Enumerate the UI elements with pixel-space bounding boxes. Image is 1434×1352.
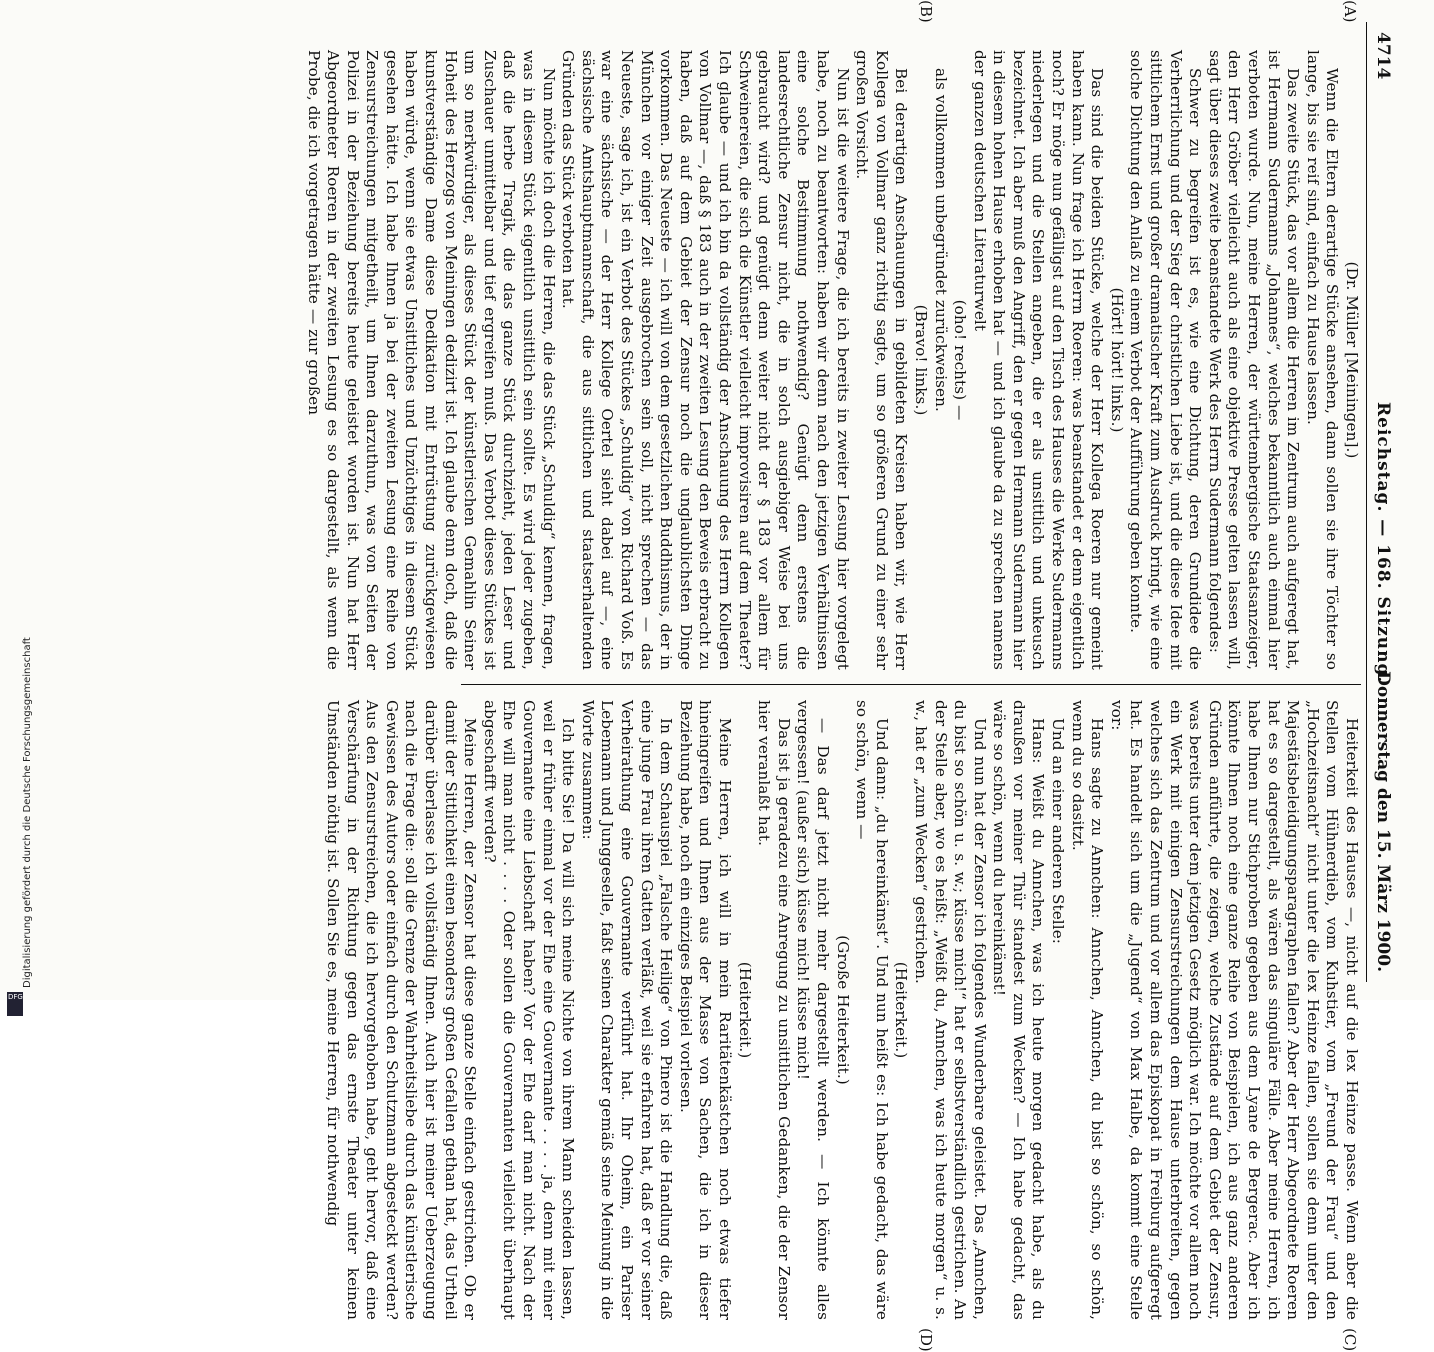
paragraph: — Das darf jetzt nicht mehr dargestellt werden. — Ich könnte alles vergessen! (außer sich) küsse mich! küsse mich! xyxy=(794,700,832,1320)
paragraph: Das ist ja geradezu eine Anregung zu unsittlichen Gedanken, die der Zensor hier veranlaßt hat. xyxy=(755,700,793,1320)
paragraph: Hans sagte zu Annchen: Annchen, Annchen, du bist so schön, so schön, wenn du so dasitzt. xyxy=(1068,700,1107,1320)
digitization-footer xyxy=(6,20,33,1001)
paragraph: Und dann: „du hereinkämst“. Und nun heißt es: Ich habe gedacht, das wäre so schön, wenn — xyxy=(853,700,891,1320)
dfg-logo: DFG xyxy=(7,992,23,1016)
column-divider xyxy=(461,684,1361,685)
rotated-page xyxy=(55,0,1395,1352)
paragraph: (Heiterkeit.) xyxy=(735,961,754,1059)
paragraph: Heiterkeit des Hauses —, nicht auf die lex Heinze passe. Wenn aber die Stellen vom Hühnerdieb, vom Kuhstier, vom „Freund der Frau“ und den „Hochzeitsnacht“ nicht unter die lex Heinze fallen, sollen sie denn unter den Majestätsbeleidigungsparagraphen fallen? Aber der Herr Abgeordnete Roeren hat es so dargestellt, als wären das singuläre Fälle. Aber meine Herren, ich habe Ihnen nur Stichproben gegeben aus dem Lyane de Bergerac. Aber ich könnte Ihnen noch eine ganze Reihe von Beispielen, ich aus ganz anderen Gründen anführte, die zeigen, welche Zustände auf dem Gebiet der Zensur, was bereits unter dem jetzigen Gesetz möglich war. Ich möchte vor allem noch ein Werk mit einigen Zensurstreichungen dem Hause unterbreiten, gegen welches sich das Zentrum und vor allem das Episkopat in Freiburg aufgeregt hat. Es handelt sich um die „Jugend“ von Max Halbe, da kommt eine Stelle vor: xyxy=(1107,700,1361,1320)
paragraph: Und nun hat der Zensor ich folgendes Wunderbare geleistet. Das „Annchen, du bist so schön u. s. w.; küsse mich!“ hat er selbstverständlich gestrichen. An der Stelle aber, wo es heißt: „Weißt du, Annchen, was ich heute morgen“ u. s. w., hat er „zum Wecken“ gestrichen. xyxy=(911,700,989,1320)
paragraph: Wenn die Eltern derartige Stücke ansehen, dann sollen sie ihre Töchter so lange, bis sie reif sind, einfach zu Hause lassen. xyxy=(1303,50,1342,670)
paragraph: (Dr. Müller [Meiningen].) xyxy=(1343,261,1361,459)
session-title: Reichstag. — 168. Sitzung. xyxy=(1373,402,1393,684)
paragraph: Meine Herren, ich will in mein Raritätenkästchen noch etwas tiefer hineingreifen und Ihnen aus der Masse von Sachen, die ich in dieser Beziehung habe, noch ein einziges Beispiel vorlesen. xyxy=(676,700,734,1320)
paragraph: (oho! rechts) — xyxy=(951,299,970,421)
margin-marker-c: (C) xyxy=(1341,1328,1359,1352)
paragraph: als vollkommen unbegründet zurückweisen. xyxy=(931,68,950,412)
paragraph: (Hört! hört! links.) xyxy=(1107,287,1126,433)
paragraph: Nun möchte ich doch die Herren, die das Stück „Schuldig“ kennen, fragen, was in diesem Stück eigentlich unsittlich sein sollte. Es wird jeder zugeben, daß die herbe Tragik, die das ganze Stück durchzieht, jeden Leser und Zuschauer unmittelbar und tief ergreifen muß. Das Verbot dieses Stückes ist um so merkwürdiger, als dieses Stück der künstlerischen Gemahlin Seiner Hoheit des Herzogs von Meiningen dedizirt ist. Ich glaube denn doch, daß die kunstverständige Dame diese Dedikation mit Entrüstung zurückgewiesen haben würde, wenn sie etwas Unsittliches und Unzüchtiges in diesem Stück gesehen hätte. Ich habe Ihnen ja bei der zweiten Lesung eine Reihe von Zensurstreichungen mitgetheilt, um Ihnen darzuthun, was von Seiten der Polizei in der Beziehung bereits heute geleistet worden ist. Nun hat Herr Abgeordneter Roeren in der zweiten Lesung es so dargestellt, als wenn die Probe, die ich vorgetragen hätte — zur großen xyxy=(304,50,558,670)
paragraph: (Bravo! links.) xyxy=(911,304,930,416)
paragraph: Und an einer anderen Stelle: xyxy=(1049,718,1068,945)
paragraph: Das sind die beiden Stücke, welche der Herr Kollega Roeren nur gemeint haben kann. Nun frage ich Herrn Roeren: was beanstandet er denn eigentlich noch? Er möge nun gefälligst auf den Tisch des Hauses die Werke Sudermanns niederlegen und die Stellen angeben, die er als unsittlich und unkeusch bezeichnet. Ich aber muß den Angriff, den er gegen Hermann Sudermann hier in diesem hohen Hause erhoben hat — und ich glaube da zu sprechen namens der ganzen deutschen Literaturwelt xyxy=(970,50,1107,670)
paragraph: (Heiterkeit.) xyxy=(892,961,911,1059)
paragraph: (Große Heiterkeit.) xyxy=(833,935,852,1085)
digitization-credit: Digitalisierung gefördert durch die Deutsche Forschungsgemeinschaft xyxy=(22,637,33,988)
right-text-column xyxy=(323,700,1361,1320)
paragraph: Nun ist die weitere Frage, die ich bereits in zweiter Lesung hier vorgelegt habe, noch zu beantworten: haben wir denn nach den jetzigen Verhältnissen eine solche Bestimmung nothwendig? Genügt denn erstens die landesrechtliche Zensur nicht, die in solch ausgiebiger Weise bei uns gebraucht wird? und genügt denn weiter nicht der § 183 vor allem für Schweinereien, die sich die Künstler vielleicht improvisiren auf dem Theater? Ich glaube — und ich bin da vollständig der Anschauung des Herrn Kollegen von Vollmar —, daß § 183 auch in der zweiten Lesung den Beweis erbracht zu haben, daß auf dem Gebiet der Zensur noch die unglaublichsten Dinge vorkommen. Das Neueste — ich will von dem gesetzlichen Buddhismus, der in München vor einiger Zeit ausgebrochen sein soll, nicht sprechen — das Neueste, sage ich, ist ein Verbot des Stückes „Schuldig“ von Richard Voß. Es war eine sächsische — der Herr Kollege Oertel sieht dabei auf —, eine sächsische Amtshauptmannschaft, die aus sittlichen und staatserhaltenden Gründen das Stück verboten hat. xyxy=(559,50,852,670)
paragraph: Meine Herren, der Zensor hat diese ganze Stelle einfach gestrichen. Ob er damit der Sittlichkeit einen besonders großen Gefallen gethan hat, das Urtheil darüber überlasse ich vollständig Ihnen. Auch hier ist meiner Ueberzeugung nach die Frage die: soll die Grenze der Wahrheitsliebe durch das künstlerische Gewissen des Autors oder einfach durch den Schutzmann abgesteckt werden? Aus den Zensurstreichen, die ich hervorgehoben habe, geht hervor, daß eine Verschärfung in der Richtung gegen das ernste Theater unter keinen Umständen nöthig ist. Sollen Sie es, meine Herren, für nothwendig xyxy=(324,700,480,1320)
paragraph: Bei derartigen Anschauungen in gebildeten Kreisen haben wir, wie Herr Kollega von Vollmar ganz richtig sagte, um so größeren Grund zu einer sehr großen Vorsicht. xyxy=(853,50,911,670)
margin-marker-a: (A) xyxy=(1341,0,1359,23)
left-text-column xyxy=(303,50,1361,670)
margin-marker-d: (D) xyxy=(917,1328,935,1352)
paragraph: In dem Schauspiel „Falsche Heilige“ von Pinero ist die Handlung die, daß eine junge Frau ihren Gatten verläßt, weil sie erfahren hat, daß er vor seiner Verheirathung eine Gouvernante verführt hat. Ihr Oheim, ein Pariser Lebemann und Junggeselle, faßt seinen Charakter gemäß seine Meinung in die Worte zusammen: xyxy=(578,700,676,1320)
session-date: Donnerstag den 15. März 1900. xyxy=(1373,671,1393,972)
page-header xyxy=(1366,22,1395,982)
paragraph: Hans: Weißt du Annchen, was ich heute morgen gedacht habe, als du draußen vor meiner Thür standest zum Wecken? — Ich habe gedacht, das wäre so schön, wenn du hereinkämst! xyxy=(990,700,1048,1320)
paragraph: Schwer zu begreifen ist es, wie eine Dichtung, deren Grundidee die Verherrlichung und der Sieg der christlichen Liebe ist, und die diese Idee mit sittlichem Ernst und großer dramatischer Kraft zum Ausdruck bringt, wie eine solche Dichtung den Anlaß zu einem Verbot der Aufführung geben konnte. xyxy=(1127,50,1205,670)
paragraph: Das zweite Stück, das vor allem die Herren im Zentrum auch aufgeregt hat, ist Hermann Sudermanns „Johannes“, welches bekanntlich auch einmal hier verboten wurde. Nun, meine Herren, der württembergische Staatsanzeiger, den Herr Gröber vielleicht auch als eine objektive Presse gelten lassen will, sagt über dieses zweite beanstandete Werk des Herrn Sudermann folgendes: xyxy=(1205,50,1303,670)
margin-marker-b: (B) xyxy=(917,0,935,23)
paragraph: Ich bitte Sie! Da will sich meine Nichte von ihrem Mann scheiden lassen, weil er früher einmal vor der Ehe eine Gouvernante . . . . ja, denn mit einer Gouvernante eine Liebschaft haben? Vor der Ehe darf man nicht. Nach der Ehe will man nicht . . . . Oder sollen die Gouvernanten vielleicht überhaupt abgeschafft werden? xyxy=(480,700,578,1320)
page-number: 4714 xyxy=(1373,32,1393,80)
